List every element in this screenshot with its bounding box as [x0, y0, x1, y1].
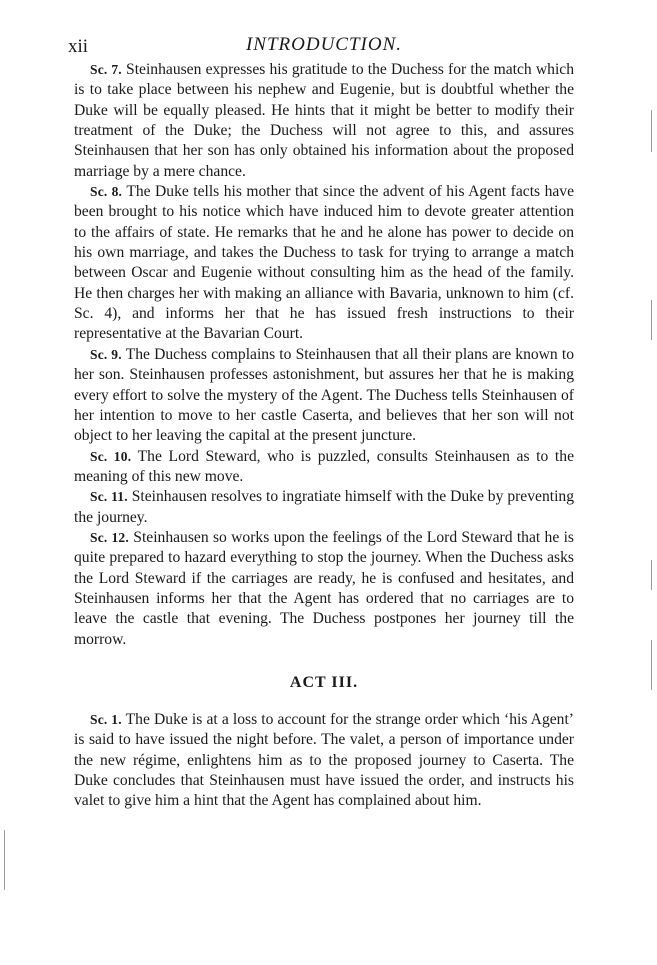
scene-paragraph	[74, 528, 574, 650]
scan-artifact-line	[651, 640, 652, 690]
scene-paragraph	[74, 710, 574, 812]
scan-artifact-line	[651, 300, 652, 340]
scene-paragraph	[74, 60, 574, 182]
scene-text: Steinhausen expresses his gratitude to the Duchess for the match which is to take place between his nephew and Eugenie, but is doubtful whether the Duke will be equally pleased. He hints that it might be better to modify their treatment of the Duke; the Duchess will not agree to this, and assures Steinhausen that her son has only obtained his information about the proposed marriage by a mere chance.	[74, 61, 574, 180]
scan-artifact-line	[651, 110, 652, 152]
scene-paragraph	[74, 487, 574, 528]
scene-label: Sc. 8.	[90, 184, 123, 200]
scene-label: Sc. 11.	[90, 489, 128, 505]
scene-label: Sc. 12.	[90, 529, 129, 545]
page-header	[68, 30, 574, 60]
scan-artifact-line	[4, 830, 5, 890]
scene-text: The Lord Steward, who is puzzled, consults Steinhausen as to the meaning of this new move.	[74, 447, 574, 485]
act-heading: ACT III.	[289, 673, 359, 691]
page-number: xii	[68, 36, 89, 57]
book-page	[68, 30, 575, 812]
scene-text: Steinhausen resolves to ingratiate himself with the Duke by preventing the journey.	[74, 488, 574, 526]
scan-artifact-line	[651, 560, 652, 590]
scene-paragraph	[74, 447, 574, 488]
act2-synopsis	[74, 60, 574, 650]
scene-label: Sc. 10.	[90, 448, 132, 464]
scene-text: Steinhausen so works upon the feelings of the Lord Steward that he is quite prepared to hazard everything to stop the journey. When the Duchess asks the Lord Steward if the carriages are ready, he is confused and hesitates, and Steinhausen informs her that the Agent has ordered that no carriages are to leave the castle that evening. The Duchess postpones her journey till the morrow.	[74, 528, 574, 648]
scene-label: Sc. 9.	[90, 346, 122, 362]
scene-paragraph	[74, 345, 574, 447]
scene-label: Sc. 1.	[90, 711, 122, 727]
scene-text: The Duchess complains to Steinhausen that all their plans are known to her son. Steinhausen professes astonishment, but assures her that he is making every effort to solve the mystery of the Agent. The Duchess tells Steinhausen of her intention to move to her castle Caserta, and believes that her son will not object to her leaving the capital at the present juncture.	[74, 345, 575, 445]
scene-text: The Duke tells his mother that since the advent of his Agent facts have been brought to his notice which have induced him to devote greater attention to the affairs of state. He remarks that he and he alone has power to decide on his own marriage, and takes the Duchess to task for trying to arrange a match between Oscar and Eugenie without consulting him as the head of the family. He then charges her with making an alliance with Bavaria, unknown to him (cf. Sc. 4), and informs her that he has issued fresh instructions to their representative at the Bavarian Court.	[74, 183, 575, 343]
running-title: INTRODUCTION.	[245, 34, 403, 55]
scene-label: Sc. 7.	[90, 62, 122, 77]
scene-text: The Duke is at a loss to account for the strange order which ‘his Agent’ is said to have issued the night before. The valet, a person of importance under the new régime, enlightens him as to the proposed journey to Caserta. The Duke concludes that Steinhausen must have issued the order, and instructs his valet to give him a hint that the Agent has complained about him.	[74, 710, 574, 810]
act3-synopsis	[74, 710, 574, 812]
scene-paragraph	[74, 182, 574, 345]
